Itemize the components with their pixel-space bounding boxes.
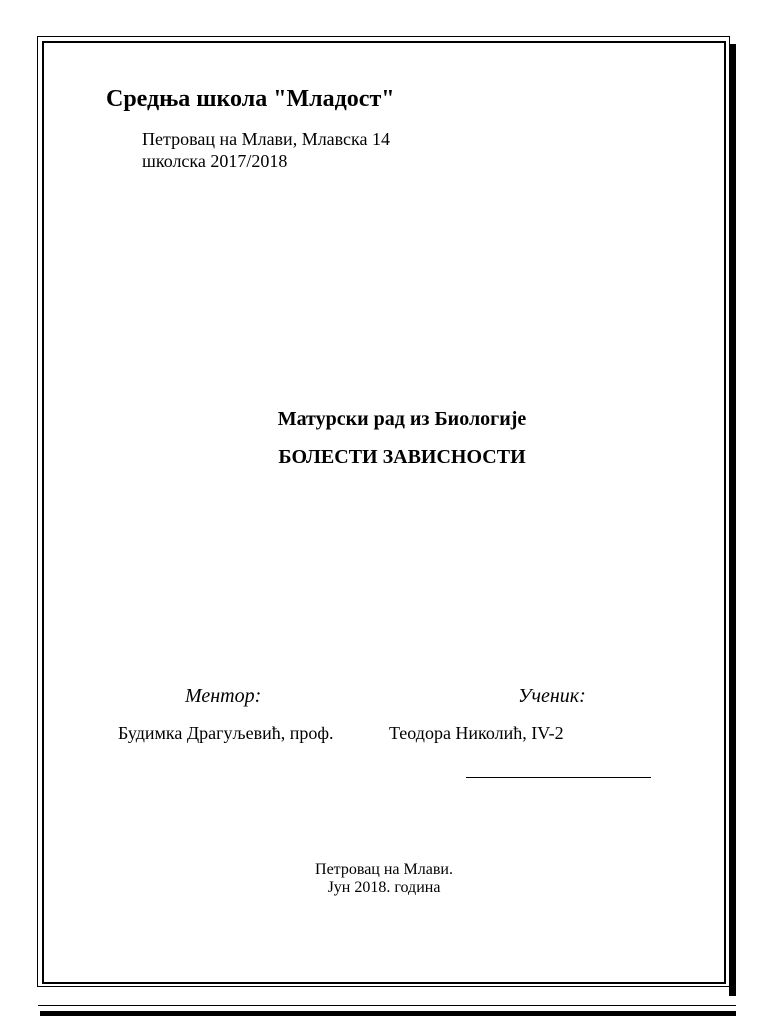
page-border-inner [42, 41, 726, 984]
school-address: Петровац на Млави, Млавска 14 [142, 129, 391, 149]
bottom-rule-thin [38, 1005, 736, 1006]
page-border-shadow [729, 44, 736, 996]
thesis-title: БОЛЕСТИ ЗАВИСНОСТИ [278, 446, 526, 468]
student-label: Ученик: [518, 685, 586, 707]
mentor-label: Ментор: [185, 685, 262, 707]
school-year: школска 2017/2018 [142, 151, 288, 171]
bottom-rule-thick [40, 1011, 736, 1016]
thesis-subtitle: Матурски рад из Биологије [277, 408, 527, 430]
signature-line [466, 777, 651, 778]
student-name: Теодора Николић, IV-2 [389, 723, 564, 743]
footer-place: Петровац на Млави. [315, 861, 453, 878]
footer-date: Јун 2018. година [327, 879, 441, 896]
school-name: Средња школа "Младост" [106, 86, 395, 112]
mentor-name: Будимка Драгуљевић, проф. [118, 723, 334, 743]
